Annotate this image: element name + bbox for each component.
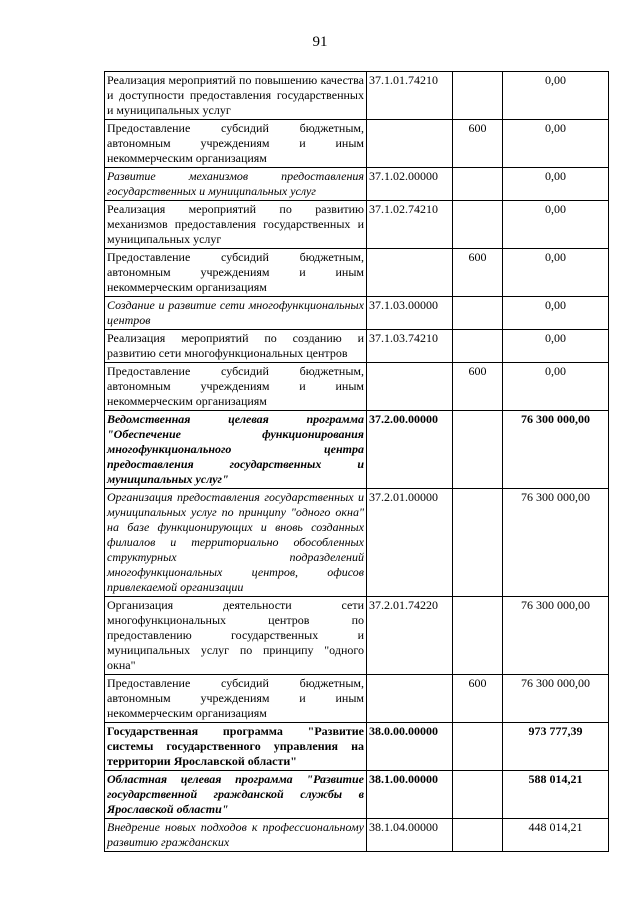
- table-row: [105, 489, 609, 597]
- row-code-cell: 37.2.01.00000: [367, 489, 453, 597]
- row-code-cell: 37.1.02.74210: [367, 201, 453, 249]
- row-name-cell: Областная целевая программа "Развитие государственной гражданской службы в Ярославской области": [105, 771, 367, 819]
- row-amount-cell: 0,00: [503, 249, 609, 297]
- row-name-cell: Реализация мероприятий по повышению качества и доступности предоставления государственных и муниципальных услуг: [105, 72, 367, 120]
- row-code-cell: 38.1.00.00000: [367, 771, 453, 819]
- row-type-cell: [453, 411, 503, 489]
- row-amount-cell: 0,00: [503, 330, 609, 363]
- table-row: [105, 120, 609, 168]
- row-type-cell: [453, 168, 503, 201]
- page-number: 91: [312, 34, 328, 50]
- row-name-cell: Предоставление субсидий бюджетным, автономным учреждениям и иным некоммерческим организациям: [105, 249, 367, 297]
- table-row: [105, 675, 609, 723]
- table-row: [105, 771, 609, 819]
- row-type-cell: 600: [453, 120, 503, 168]
- row-type-cell: [453, 72, 503, 120]
- budget-table: [104, 71, 609, 852]
- row-code-cell: 38.1.04.00000: [367, 819, 453, 852]
- row-amount-cell: 0,00: [503, 201, 609, 249]
- row-code-cell: 37.2.00.00000: [367, 411, 453, 489]
- row-amount-cell: 76 300 000,00: [503, 411, 609, 489]
- row-type-cell: 600: [453, 249, 503, 297]
- budget-table-body: [105, 72, 609, 852]
- row-amount-cell: 973 777,39: [503, 723, 609, 771]
- row-code-cell: [367, 249, 453, 297]
- row-amount-cell: 0,00: [503, 297, 609, 330]
- row-code-cell: 37.2.01.74220: [367, 597, 453, 675]
- row-amount-cell: 76 300 000,00: [503, 675, 609, 723]
- row-type-cell: [453, 297, 503, 330]
- table-row: [105, 411, 609, 489]
- row-code-cell: [367, 675, 453, 723]
- row-name-cell: Создание и развитие сети многофункциональных центров: [105, 297, 367, 330]
- row-code-cell: [367, 363, 453, 411]
- row-name-cell: Реализация мероприятий по созданию и развитию сети многофункциональных центров: [105, 330, 367, 363]
- row-code-cell: 38.0.00.00000: [367, 723, 453, 771]
- row-name-cell: Предоставление субсидий бюджетным, автономным учреждениям и иным некоммерческим организациям: [105, 120, 367, 168]
- row-name-cell: Организация предоставления государственных и муниципальных услуг по принципу "одного окна" на базе функционирующих и вновь созданных филиалов и территориально обособленных структурных подразделений многофункциональных центров, офисов привлекаемой организации: [105, 489, 367, 597]
- row-amount-cell: 0,00: [503, 72, 609, 120]
- row-name-cell: Внедрение новых подходов к профессиональному развитию гражданских: [105, 819, 367, 852]
- row-amount-cell: 76 300 000,00: [503, 597, 609, 675]
- table-row: [105, 168, 609, 201]
- table-row: [105, 201, 609, 249]
- table-row: [105, 363, 609, 411]
- row-name-cell: Организация деятельности сети многофункциональных центров по предоставлению государственных и муниципальных услуг по принципу "одного окна": [105, 597, 367, 675]
- table-row: [105, 297, 609, 330]
- row-name-cell: Предоставление субсидий бюджетным, автономным учреждениям и иным некоммерческим организациям: [105, 363, 367, 411]
- table-row: [105, 330, 609, 363]
- row-type-cell: [453, 771, 503, 819]
- table-row: [105, 72, 609, 120]
- table-row: [105, 597, 609, 675]
- row-code-cell: 37.1.01.74210: [367, 72, 453, 120]
- row-type-cell: 600: [453, 675, 503, 723]
- row-amount-cell: 0,00: [503, 168, 609, 201]
- row-type-cell: [453, 723, 503, 771]
- row-code-cell: 37.1.03.00000: [367, 297, 453, 330]
- row-amount-cell: 588 014,21: [503, 771, 609, 819]
- row-amount-cell: 448 014,21: [503, 819, 609, 852]
- row-type-cell: [453, 330, 503, 363]
- row-name-cell: Развитие механизмов предоставления государственных и муниципальных услуг: [105, 168, 367, 201]
- table-row: [105, 723, 609, 771]
- row-type-cell: [453, 819, 503, 852]
- table-row: [105, 249, 609, 297]
- row-amount-cell: 76 300 000,00: [503, 489, 609, 597]
- row-code-cell: 37.1.03.74210: [367, 330, 453, 363]
- row-type-cell: 600: [453, 363, 503, 411]
- row-type-cell: [453, 489, 503, 597]
- row-amount-cell: 0,00: [503, 363, 609, 411]
- row-amount-cell: 0,00: [503, 120, 609, 168]
- row-code-cell: 37.1.02.00000: [367, 168, 453, 201]
- row-type-cell: [453, 597, 503, 675]
- row-code-cell: [367, 120, 453, 168]
- row-name-cell: Ведомственная целевая программа "Обеспечение функционирования многофункционального центра предоставления государственных и муниципальных услуг": [105, 411, 367, 489]
- table-row: [105, 819, 609, 852]
- row-type-cell: [453, 201, 503, 249]
- row-name-cell: Предоставление субсидий бюджетным, автономным учреждениям и иным некоммерческим организациям: [105, 675, 367, 723]
- row-name-cell: Реализация мероприятий по развитию механизмов предоставления государственных и муниципальных услуг: [105, 201, 367, 249]
- row-name-cell: Государственная программа "Развитие системы государственного управления на территории Ярославской области": [105, 723, 367, 771]
